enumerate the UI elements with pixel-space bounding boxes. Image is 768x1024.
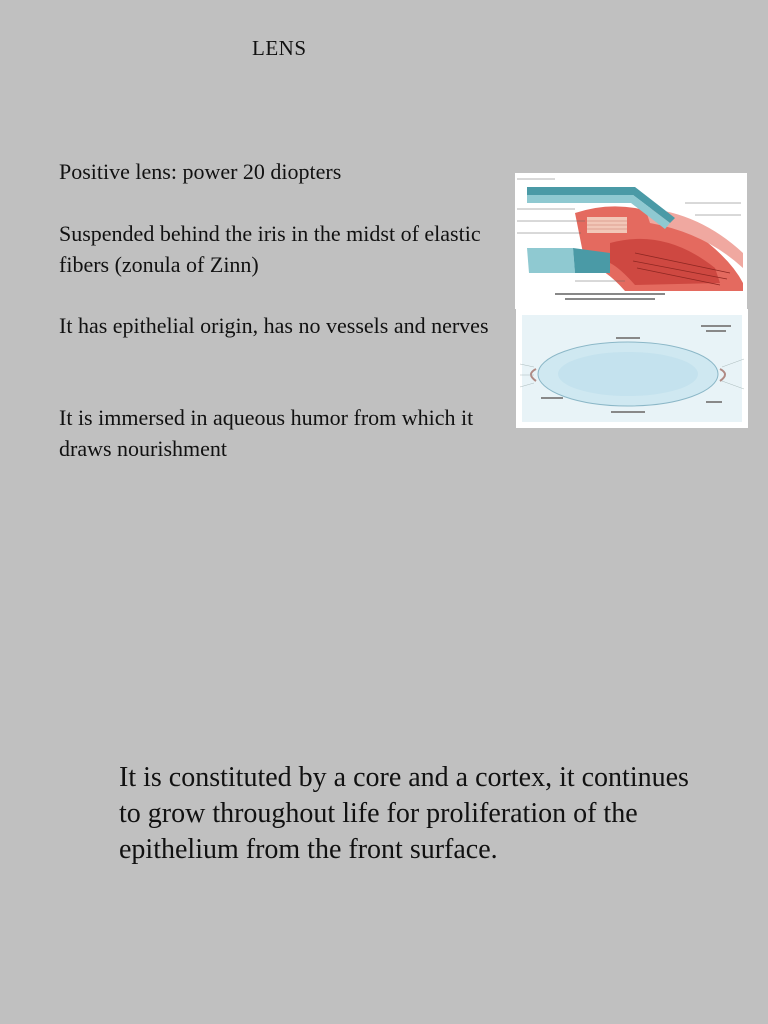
page-title: LENS	[252, 36, 307, 60]
paragraph-suspension: Suspended behind the iris in the midst of elastic fibers (zonula of Zinn)	[59, 221, 481, 277]
lens-structure-text: It is constituted by a core and a cortex, it continues to grow throughout life for proliferation of the epithelium from the front surface.	[119, 762, 689, 865]
paragraph-origin: It has epithelial origin, has no vessels and nerves	[59, 313, 489, 338]
eye-cross-section-image	[515, 173, 747, 309]
paragraph-nourishment: It is immersed in aqueous humor from which it draws nourishment	[59, 405, 474, 461]
paragraph-power: Positive lens: power 20 diopters	[59, 159, 342, 184]
lens-diagram-icon	[516, 309, 748, 428]
lens-diagram-image	[516, 309, 748, 428]
eye-section-icon	[515, 173, 747, 309]
